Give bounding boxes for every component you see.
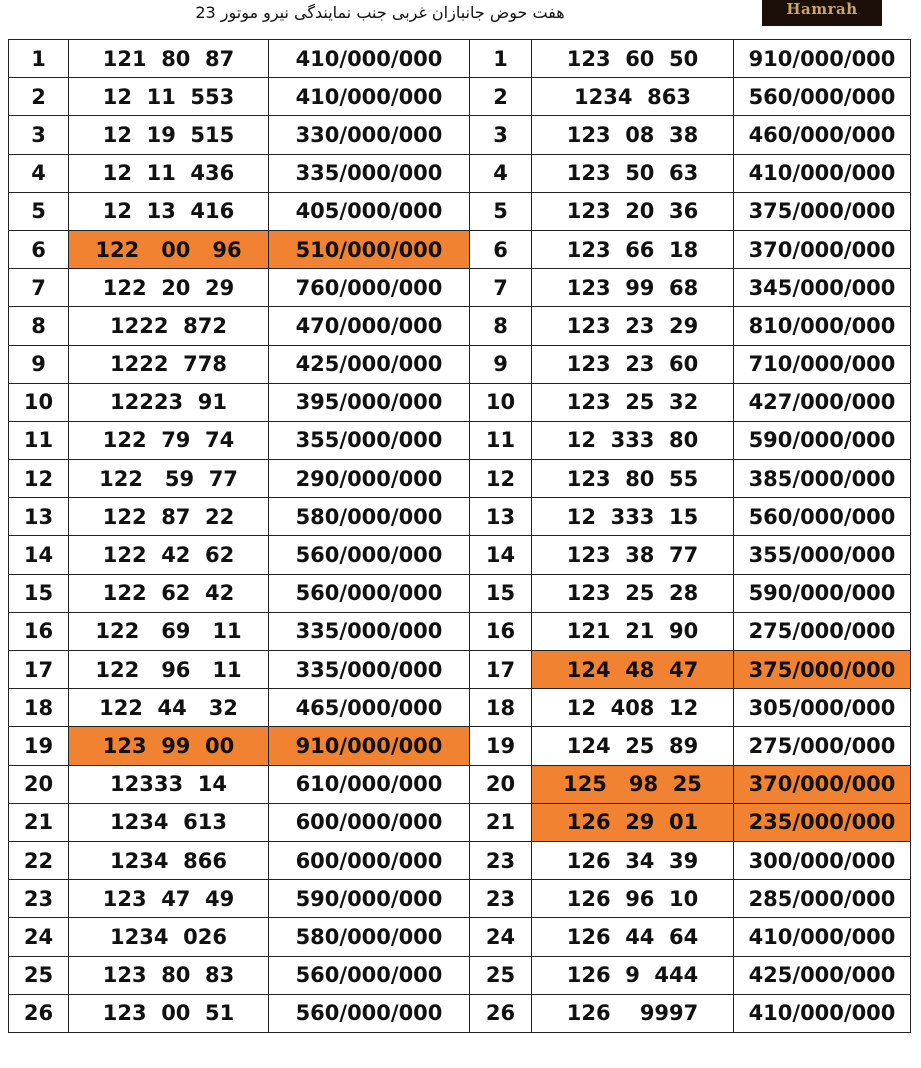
- table-row: [9, 651, 911, 689]
- phone-number-cell: 122 20 29: [69, 269, 269, 307]
- phone-number-cell: 123 23 60: [532, 345, 734, 383]
- phone-number-cell: 122 42 62: [69, 536, 269, 574]
- row-index-cell: 22: [9, 841, 69, 879]
- price-cell: 335/000/000: [269, 612, 470, 650]
- table-row: [9, 841, 911, 879]
- row-index-cell: 16: [470, 612, 532, 650]
- price-cell: 235/000/000: [734, 803, 911, 841]
- price-cell: 760/000/000: [269, 269, 470, 307]
- price-cell: 560/000/000: [734, 498, 911, 536]
- row-index-cell: 19: [9, 727, 69, 765]
- row-index-cell: 24: [470, 918, 532, 956]
- price-cell: 465/000/000: [269, 689, 470, 727]
- price-cell: 370/000/000: [734, 765, 911, 803]
- phone-number-cell: 125 98 25: [532, 765, 734, 803]
- row-index-cell: 5: [9, 192, 69, 230]
- phone-number-cell: 12 333 80: [532, 421, 734, 459]
- row-index-cell: 4: [470, 154, 532, 192]
- row-index-cell: 7: [9, 269, 69, 307]
- phone-number-cell: 12 11 436: [69, 154, 269, 192]
- phone-number-cell: 126 9 444: [532, 956, 734, 994]
- phone-number-cell: 123 80 55: [532, 460, 734, 498]
- row-index-cell: 2: [470, 78, 532, 116]
- phone-number-cell: 12 13 416: [69, 192, 269, 230]
- row-index-cell: 18: [470, 689, 532, 727]
- price-cell: 810/000/000: [734, 307, 911, 345]
- phone-number-cell: 123 47 49: [69, 880, 269, 918]
- phone-number-cell: 1234 026: [69, 918, 269, 956]
- price-cell: 290/000/000: [269, 460, 470, 498]
- row-index-cell: 13: [9, 498, 69, 536]
- row-index-cell: 6: [9, 230, 69, 268]
- price-cell: 560/000/000: [269, 956, 470, 994]
- row-index-cell: 14: [9, 536, 69, 574]
- table-row: [9, 421, 911, 459]
- price-cell: 410/000/000: [734, 918, 911, 956]
- phone-number-cell: 123 80 83: [69, 956, 269, 994]
- price-cell: 560/000/000: [734, 78, 911, 116]
- price-cell: 580/000/000: [269, 498, 470, 536]
- table-row: [9, 536, 911, 574]
- phone-number-cell: 1234 863: [532, 78, 734, 116]
- price-cell: 590/000/000: [269, 880, 470, 918]
- phone-number-cell: 12 408 12: [532, 689, 734, 727]
- row-index-cell: 23: [470, 841, 532, 879]
- phone-number-cell: 126 44 64: [532, 918, 734, 956]
- phone-number-cell: 1222 778: [69, 345, 269, 383]
- table-row: [9, 40, 911, 78]
- phone-number-cell: 123 23 29: [532, 307, 734, 345]
- price-cell: 405/000/000: [269, 192, 470, 230]
- row-index-cell: 11: [470, 421, 532, 459]
- price-cell: 427/000/000: [734, 383, 911, 421]
- table-row: [9, 689, 911, 727]
- price-cell: 275/000/000: [734, 727, 911, 765]
- brand-logo: Hamrah: [762, 0, 882, 26]
- row-index-cell: 10: [9, 383, 69, 421]
- row-index-cell: 25: [470, 956, 532, 994]
- phone-number-cell: 123 99 68: [532, 269, 734, 307]
- row-index-cell: 16: [9, 612, 69, 650]
- table-row: [9, 612, 911, 650]
- row-index-cell: 21: [9, 803, 69, 841]
- table-row: [9, 994, 911, 1032]
- table-row: [9, 574, 911, 612]
- phone-number-cell: 122 87 22: [69, 498, 269, 536]
- table-row: [9, 78, 911, 116]
- price-cell: 710/000/000: [734, 345, 911, 383]
- row-index-cell: 26: [9, 994, 69, 1032]
- phone-number-cell: 12 333 15: [532, 498, 734, 536]
- phone-number-cell: 126 34 39: [532, 841, 734, 879]
- price-cell: 305/000/000: [734, 689, 911, 727]
- row-index-cell: 25: [9, 956, 69, 994]
- phone-number-cell: 1234 613: [69, 803, 269, 841]
- phone-number-cell: 124 48 47: [532, 651, 734, 689]
- row-index-cell: 18: [9, 689, 69, 727]
- price-cell: 275/000/000: [734, 612, 911, 650]
- phone-number-cell: 123 38 77: [532, 536, 734, 574]
- price-cell: 370/000/000: [734, 230, 911, 268]
- row-index-cell: 8: [9, 307, 69, 345]
- row-index-cell: 15: [470, 574, 532, 612]
- phone-number-cell: 123 50 63: [532, 154, 734, 192]
- row-index-cell: 4: [9, 154, 69, 192]
- row-index-cell: 1: [470, 40, 532, 78]
- phone-number-cell: 123 66 18: [532, 230, 734, 268]
- table-row: [9, 383, 911, 421]
- row-index-cell: 21: [470, 803, 532, 841]
- price-cell: 580/000/000: [269, 918, 470, 956]
- price-cell: 375/000/000: [734, 651, 911, 689]
- row-index-cell: 5: [470, 192, 532, 230]
- row-index-cell: 10: [470, 383, 532, 421]
- price-cell: 510/000/000: [269, 230, 470, 268]
- phone-number-cell: 122 62 42: [69, 574, 269, 612]
- phone-number-cell: 122 69 11: [69, 612, 269, 650]
- phone-number-cell: 126 29 01: [532, 803, 734, 841]
- row-index-cell: 12: [470, 460, 532, 498]
- row-index-cell: 13: [470, 498, 532, 536]
- row-index-cell: 1: [9, 40, 69, 78]
- row-index-cell: 24: [9, 918, 69, 956]
- price-cell: 590/000/000: [734, 574, 911, 612]
- phone-number-cell: 123 99 00: [69, 727, 269, 765]
- table-row: [9, 460, 911, 498]
- price-cell: 425/000/000: [269, 345, 470, 383]
- price-cell: 470/000/000: [269, 307, 470, 345]
- phone-number-cell: 123 20 36: [532, 192, 734, 230]
- price-cell: 410/000/000: [734, 154, 911, 192]
- row-index-cell: 23: [9, 880, 69, 918]
- price-cell: 410/000/000: [269, 40, 470, 78]
- price-cell: 375/000/000: [734, 192, 911, 230]
- table-row: [9, 116, 911, 154]
- phone-number-cell: 126 9997: [532, 994, 734, 1032]
- price-cell: 385/000/000: [734, 460, 911, 498]
- row-index-cell: 17: [9, 651, 69, 689]
- price-cell: 355/000/000: [269, 421, 470, 459]
- row-index-cell: 15: [9, 574, 69, 612]
- phone-number-cell: 12 19 515: [69, 116, 269, 154]
- table-row: [9, 498, 911, 536]
- price-cell: 910/000/000: [269, 727, 470, 765]
- phone-number-cell: 123 25 28: [532, 574, 734, 612]
- row-index-cell: 17: [470, 651, 532, 689]
- row-index-cell: 11: [9, 421, 69, 459]
- price-cell: 300/000/000: [734, 841, 911, 879]
- row-index-cell: 19: [470, 727, 532, 765]
- price-cell: 330/000/000: [269, 116, 470, 154]
- phone-number-cell: 1222 872: [69, 307, 269, 345]
- row-index-cell: 6: [470, 230, 532, 268]
- price-cell: 590/000/000: [734, 421, 911, 459]
- phone-number-cell: 1234 866: [69, 841, 269, 879]
- row-index-cell: 20: [470, 765, 532, 803]
- row-index-cell: 23: [470, 880, 532, 918]
- table-row: [9, 345, 911, 383]
- row-index-cell: 26: [470, 994, 532, 1032]
- table-row: [9, 956, 911, 994]
- row-index-cell: 3: [470, 116, 532, 154]
- table-row: [9, 269, 911, 307]
- phone-number-cell: 123 00 51: [69, 994, 269, 1032]
- table-row: [9, 803, 911, 841]
- price-cell: 560/000/000: [269, 574, 470, 612]
- table-row: [9, 230, 911, 268]
- price-cell: 345/000/000: [734, 269, 911, 307]
- table-row: [9, 307, 911, 345]
- table-row: [9, 880, 911, 918]
- phone-number-cell: 122 44 32: [69, 689, 269, 727]
- row-index-cell: 9: [470, 345, 532, 383]
- row-index-cell: 3: [9, 116, 69, 154]
- table-row: [9, 727, 911, 765]
- phone-number-cell: 121 80 87: [69, 40, 269, 78]
- phone-number-cell: 121 21 90: [532, 612, 734, 650]
- phone-number-cell: 122 79 74: [69, 421, 269, 459]
- table-row: [9, 918, 911, 956]
- row-index-cell: 12: [9, 460, 69, 498]
- page-header: [0, 0, 921, 38]
- row-index-cell: 2: [9, 78, 69, 116]
- phone-number-cell: 126 96 10: [532, 880, 734, 918]
- row-index-cell: 7: [470, 269, 532, 307]
- price-cell: 335/000/000: [269, 154, 470, 192]
- phone-number-cell: 12223 91: [69, 383, 269, 421]
- price-cell: 600/000/000: [269, 841, 470, 879]
- price-cell: 610/000/000: [269, 765, 470, 803]
- price-cell: 285/000/000: [734, 880, 911, 918]
- price-table: [8, 39, 911, 1033]
- table-row: [9, 154, 911, 192]
- table-row: [9, 765, 911, 803]
- price-cell: 910/000/000: [734, 40, 911, 78]
- row-index-cell: 14: [470, 536, 532, 574]
- row-index-cell: 8: [470, 307, 532, 345]
- price-cell: 410/000/000: [269, 78, 470, 116]
- price-cell: 460/000/000: [734, 116, 911, 154]
- phone-number-cell: 123 60 50: [532, 40, 734, 78]
- phone-number-cell: 122 00 96: [69, 230, 269, 268]
- price-cell: 425/000/000: [734, 956, 911, 994]
- price-cell: 560/000/000: [269, 536, 470, 574]
- price-cell: 335/000/000: [269, 651, 470, 689]
- phone-number-cell: 12 11 553: [69, 78, 269, 116]
- price-cell: 395/000/000: [269, 383, 470, 421]
- phone-number-cell: 122 59 77: [69, 460, 269, 498]
- row-index-cell: 20: [9, 765, 69, 803]
- phone-number-cell: 124 25 89: [532, 727, 734, 765]
- phone-number-cell: 123 25 32: [532, 383, 734, 421]
- price-cell: 600/000/000: [269, 803, 470, 841]
- price-cell: 560/000/000: [269, 994, 470, 1032]
- price-cell: 355/000/000: [734, 536, 911, 574]
- table-row: [9, 192, 911, 230]
- phone-number-cell: 122 96 11: [69, 651, 269, 689]
- price-cell: 410/000/000: [734, 994, 911, 1032]
- phone-number-cell: 12333 14: [69, 765, 269, 803]
- phone-number-cell: 123 08 38: [532, 116, 734, 154]
- row-index-cell: 9: [9, 345, 69, 383]
- page-title: هفت حوض جانبازان غربی جنب نمایندگی نیرو موتور 23: [195, 3, 565, 22]
